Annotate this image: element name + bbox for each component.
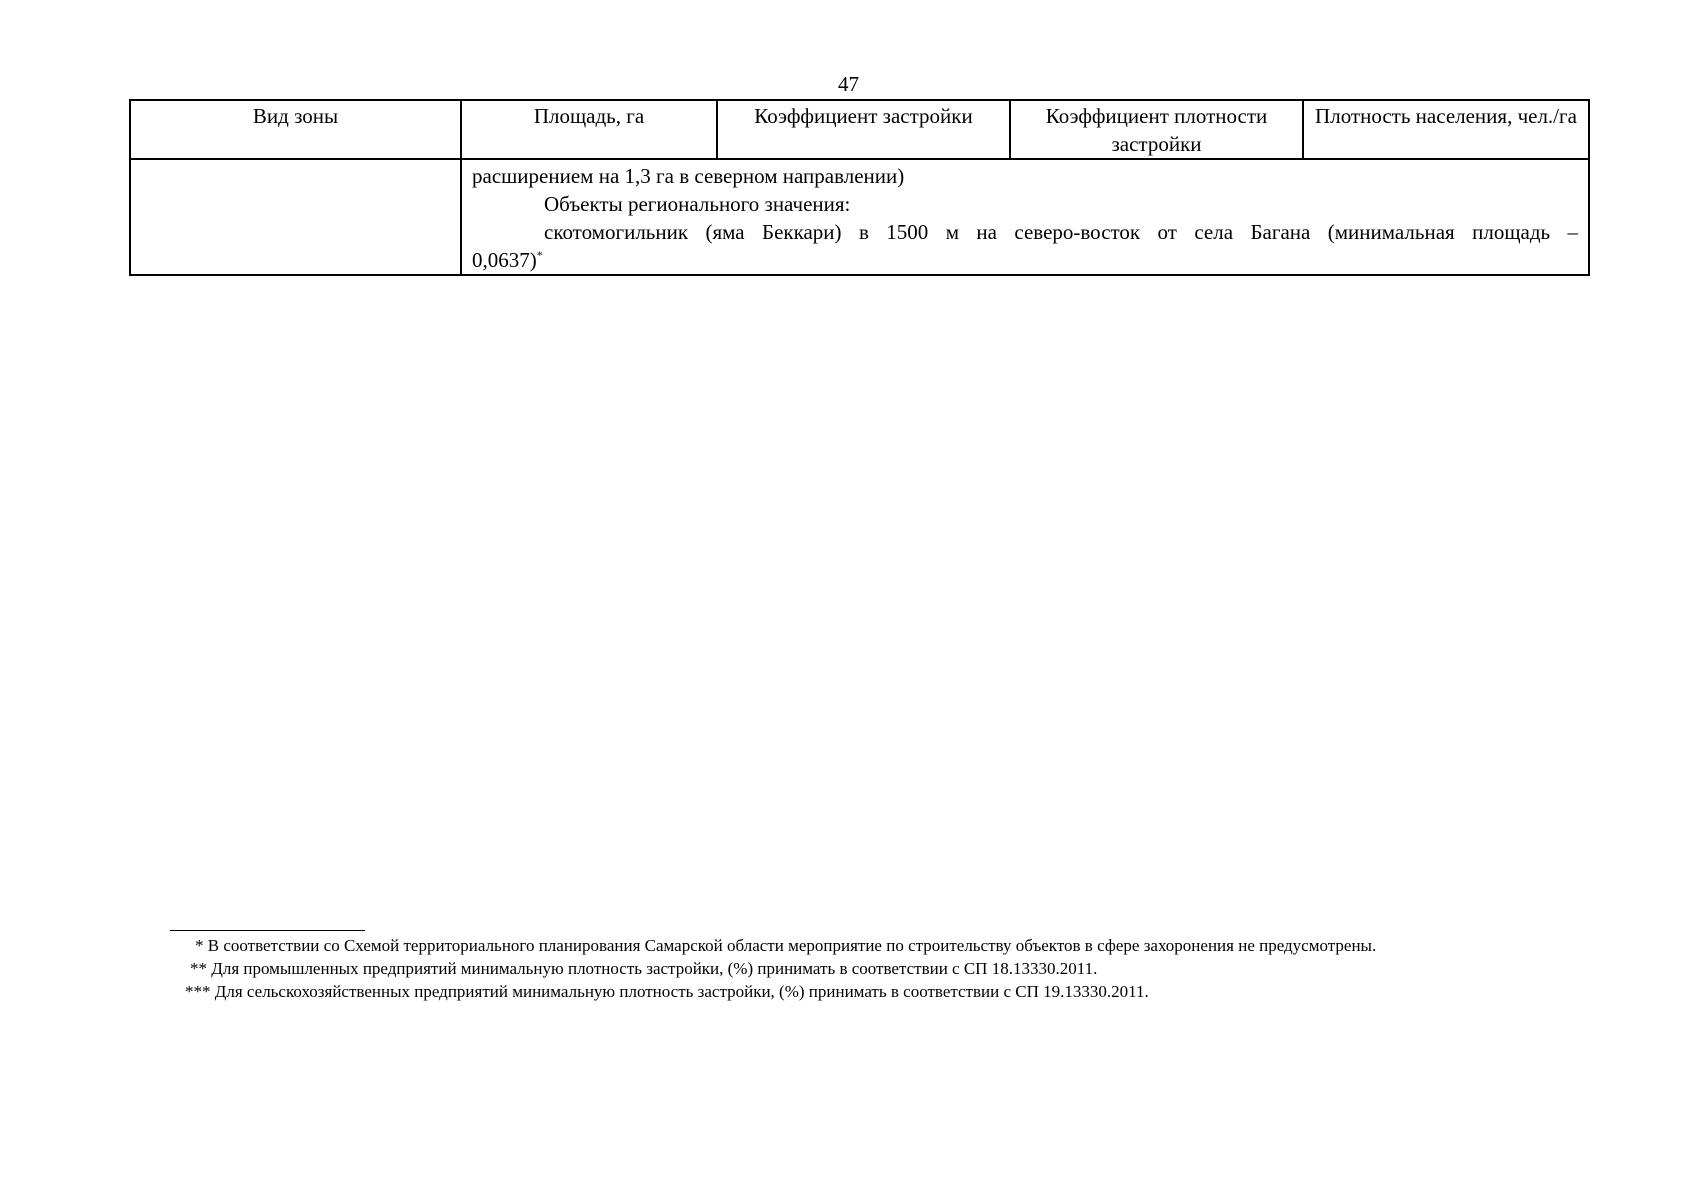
- merged-description-cell: [461, 159, 1589, 275]
- description-line-1: расширением на 1,3 га в северном направлении): [472, 164, 905, 188]
- description-line-4: [472, 246, 1578, 274]
- footnote-3: *** Для сельскохозяйственных предприятий минимальную плотность застройки, (%) принимать в соответствии с СП 19.13330.2011.: [185, 982, 1149, 1001]
- header-area: Площадь, га: [461, 100, 717, 159]
- page-number: 47: [838, 72, 859, 96]
- header-building-coefficient: Коэффициент застройки: [717, 100, 1010, 159]
- footnote-1: * В соответствии со Схемой территориального планирования Самарской области мероприятие по строительству объектов в сфере захоронения не предусмотрены.: [195, 936, 1377, 955]
- table-row: [130, 159, 1589, 275]
- description-line-2: Объекты регионального значения:: [544, 192, 851, 216]
- footnote-reference: *: [536, 248, 543, 262]
- header-population-density: Плотность населения, чел./га: [1303, 100, 1589, 159]
- description-value: 0,0637): [472, 248, 537, 272]
- header-zone-type: Вид зоны: [130, 100, 461, 159]
- footnote-2: ** Для промышленных предприятий минимальную плотность застройки, (%) принимать в соответствии с СП 18.13330.2011.: [190, 959, 1098, 978]
- description-line-3: скотомогильник (яма Беккари) в 1500 м на северо-восток от села Багана (минимальная площадь –: [544, 220, 1578, 244]
- zones-table: [129, 99, 1590, 276]
- footnotes: [140, 934, 1584, 1003]
- zone-type-cell: [130, 159, 461, 275]
- footnote-separator: [170, 930, 365, 931]
- header-building-density-coefficient: Коэффициент плотности застройки: [1010, 100, 1303, 159]
- table-header-row: [130, 100, 1589, 159]
